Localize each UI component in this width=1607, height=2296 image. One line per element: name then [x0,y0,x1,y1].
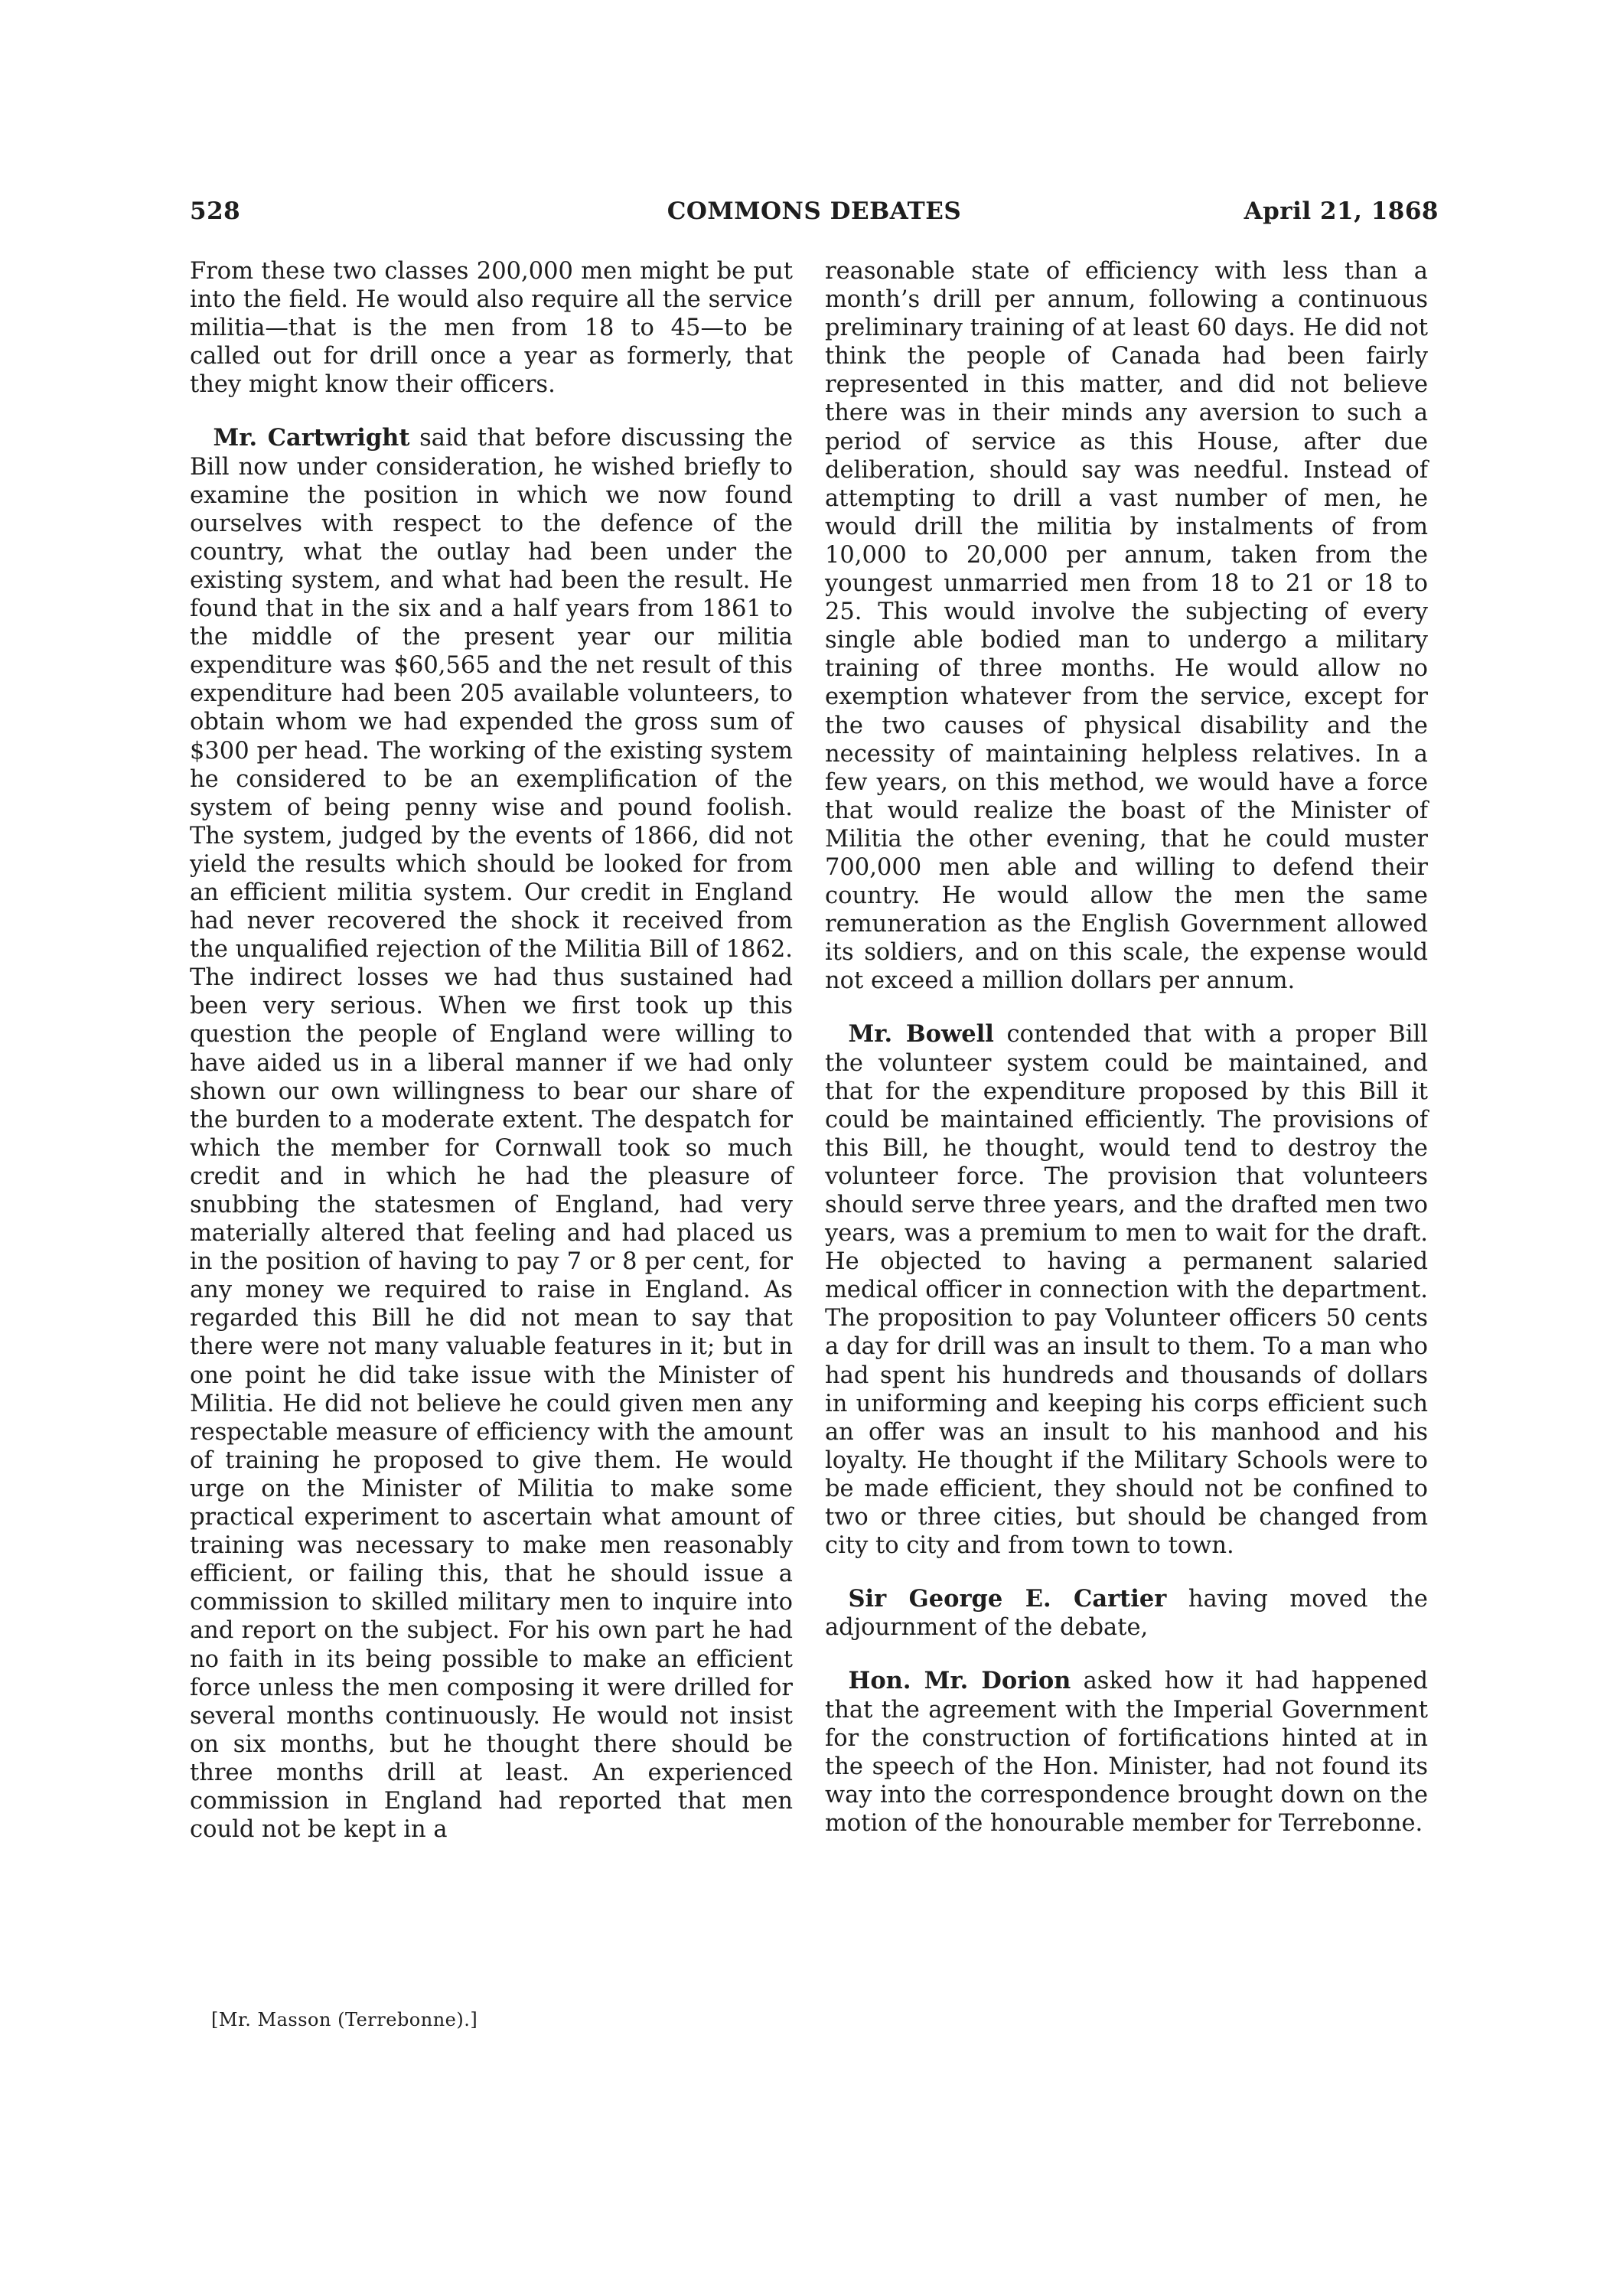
paragraph: From these two classes 200,000 men might be put into the field. He would also require all the service militia—that is the men from 18 to 45—to be called out for drill once a year as formerly, that they might know their officers. [190,258,793,399]
speaker-name: Mr. Cartwright [213,424,410,452]
footnote: [Mr. Masson (Terrebonne).] [211,2009,478,2030]
paragraph: reasonable state of efficiency with less than a month’s drill per annum, following a continuous preliminary training of at least 60 days. He did not think the people of Canada had been fairly represented in this matter, and did not believe there was in their minds any aversion to such a period of service as this House, after due deliberation, should say was needful. Instead of attempting to drill a vast number of men, he would drill the militia by instalments of from 10,000 to 20,000 per annum, taken from the youngest unmarried men from 18 to 21 or 18 to 25. This would involve the subjecting of every single able bodied man to undergo a military training of three months. He would allow no exemption whatever from the service, except for the two causes of physical disability and the necessity of maintaining helpless relatives. In a few years, on this method, we would have a force that would realize the boast of the Minister of Militia the other evening, that he could muster 700,000 men able and willing to defend their country. He would allow the men the same remuneration as the English Government allowed its soldiers, and on this scale, the expense would not exceed a million dollars per annum. [825,258,1428,995]
speech-paragraph [825,1020,1428,1560]
page-header [190,197,1439,228]
speech-text: contended that with a proper Bill the volunteer system could be maintained, and that for the expenditure proposed by this Bill it could be maintained efficiently. The provisions of this Bill, he thought, would tend to destroy the volunteer force. The provision that volunteers should serve three years, and the drafted men two years, was a premium to men to wait for the draft. He objected to having a permanent salaried medical officer in connection with the department. The proposition to pay Volunteer officers 50 cents a day for drill was an insult to them. To a man who had spent his hundreds and thousands of dollars in uniforming and keeping his corps efficient such an offer was an insult to his manhood and his loyalty. He thought if the Military Schools were to be made efficient, they should not be confined to two or three cities, but should be changed from city to city and from town to town. [825,1021,1428,1560]
page-number: 528 [190,197,241,225]
speech-text: said that before discussing the Bill now under consideration, he wished briefly to examine the position in which we now found ourselves with respect to the defence of the country, what the outlay had been under the existing system, and what had been the result. He found that in the six and a half years from 1861 to the middle of the present year our militia expenditure was $60,565 and the net result of this expenditure had been 205 available volunteers, to obtain whom we had expended the gross sum of $300 per head. The working of the existing system he considered to be an exemplification of the system of being penny wise and pound foolish. The system, judged by the events of 1866, did not yield the results which should be looked for from an efficient militia system. Our credit in England had never recovered the shock it received from the unqualified rejection of the Militia Bill of 1862. The indirect losses we had thus sustained had been very serious. When we first took up this question the people of England were willing to have aided us in a liberal manner if we had only shown our own willingness to bear our share of the burden to a moderate extent. The despatch for which the member for Cornwall took so much credit and in which he had the pleasure of snubbing the statesmen of England, had very materially altered that feeling and had placed us in the position of having to pay 7 or 8 per cent, for any money we required to raise in England. As regarded this Bill he did not mean to say that there were not many valuable features in it; but in one point he did take issue with the Minister of Militia. He did not believe he could given men any respectable measure of efficiency with the amount of training he proposed to give them. He would urge on the Minister of Militia to make some practical experiment to ascertain what amount of training was necessary to make men reasonably efficient, or failing this, that he should issue a commission to skilled military men to inquire into and report on the subject. For his own part he had no faith in its being possible to make an efficient force unless the men composing it were drilled for several months continuously. He would not insist on six months, but he thought there should be three months drill at least. An experienced commission in England had reported that men could not be kept in a [190,425,793,1844]
speech-paragraph [825,1585,1428,1642]
publication-title: COMMONS DEBATES [667,197,962,225]
speaker-name: Sir George E. Cartier [848,1585,1167,1613]
left-column [190,257,793,1844]
speech-paragraph [190,424,793,1844]
right-column [825,257,1428,1838]
speaker-name: Mr. Bowell [848,1020,994,1049]
speech-text: asked how it had happened that the agreement with the Imperial Government for the construction of fortifications hinted at in the speech of the Hon. Minister, had not found its way into the correspondence brought down on the motion of the honourable member for Terrebonne. [825,1668,1429,1837]
speech-paragraph [825,1667,1428,1838]
speech-text: having moved the adjournment of the debate, [825,1586,1428,1642]
speaker-name: Hon. Mr. Dorion [848,1667,1071,1695]
header-date: April 21, 1868 [1244,197,1439,225]
